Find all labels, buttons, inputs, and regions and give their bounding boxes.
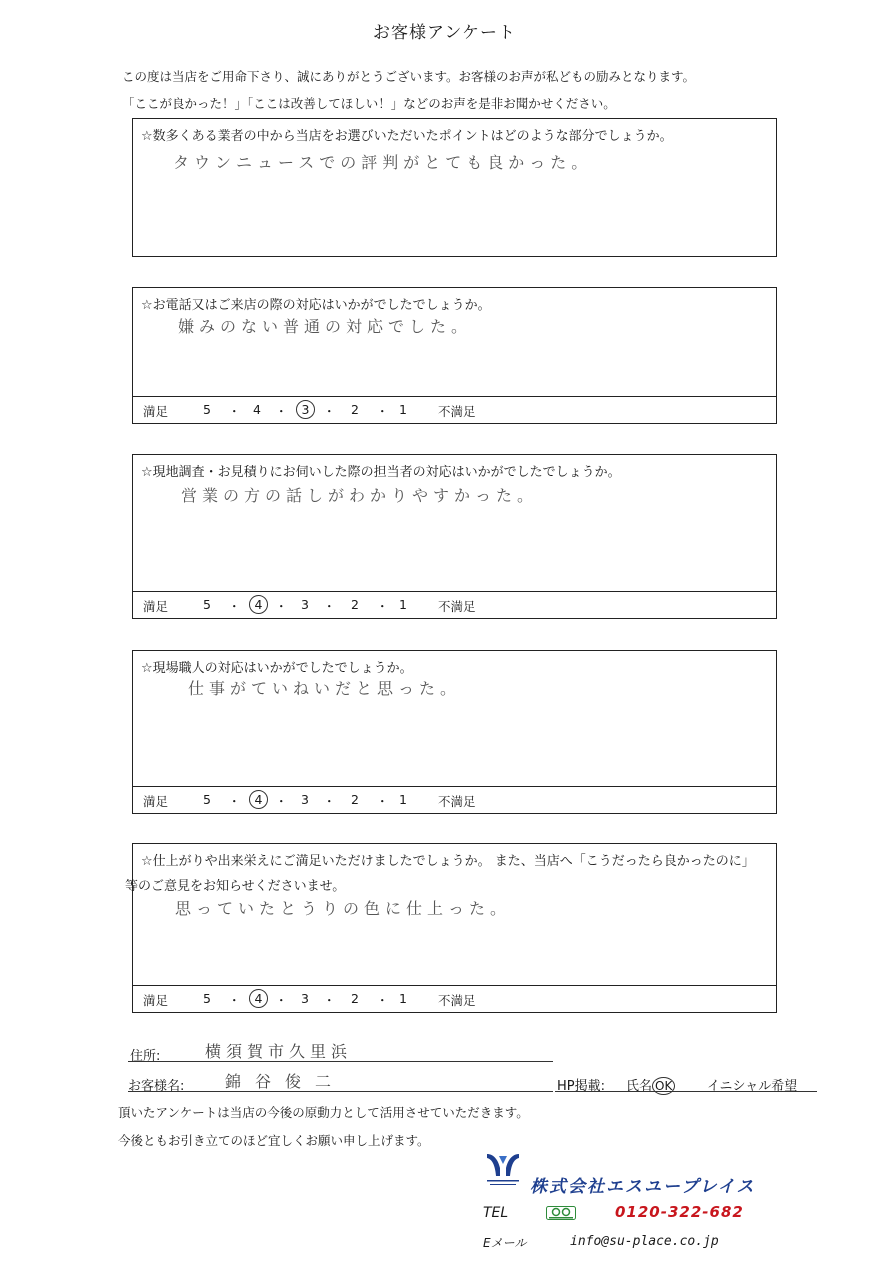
- rating-3: 3: [301, 991, 309, 1006]
- email-label: Eメール: [483, 1236, 527, 1250]
- question-box-2: [132, 287, 777, 424]
- hp-name-option: 氏名 OK: [626, 1075, 675, 1095]
- question-box-4: [132, 650, 777, 814]
- rating-3: 3: [301, 597, 309, 612]
- rating-low-label: 不満足: [438, 599, 476, 614]
- rating-2: 2: [351, 402, 359, 417]
- question-text: ☆数多くある業者の中から当店をお選びいただいたポイントはどのような部分でしょうか。: [141, 129, 673, 144]
- question-text: ☆仕上がりや出来栄えにご満足いただけましたでしょうか。 また、当店へ「こうだったら良かったのに」: [141, 854, 755, 869]
- question-text-line-2: 等のご意見をお知らせくださいませ。: [125, 879, 346, 894]
- rating-1: 1: [399, 402, 407, 417]
- rating-1: 1: [399, 597, 407, 612]
- question-box-1: [132, 118, 777, 257]
- answer-text: 嫌みのない普通の対応でした。: [178, 317, 473, 336]
- footer-line-1: 頂いたアンケートは当店の今後の原動力として活用させていただきます。: [118, 1105, 529, 1120]
- rating-high-label: 満足: [143, 794, 169, 809]
- rating-scale: 満足 5 ・ 4 ・ 3 ・ 2 ・ 1 不満足: [133, 786, 776, 813]
- rating-2: 2: [351, 792, 359, 807]
- footer-line-2: 今後ともお引き立てのほど宜しくお願い申し上げます。: [118, 1133, 430, 1148]
- question-text: ☆現地調査・お見積りにお伺いした際の担当者の対応はいかがでしたでしょうか。: [141, 465, 621, 480]
- company-name: 株式会社エスユープレイス: [530, 1177, 756, 1197]
- address-value: 横須賀市久里浜: [205, 1042, 353, 1061]
- rating-1: 1: [399, 991, 407, 1006]
- rating-low-label: 不満足: [438, 794, 476, 809]
- rating-scale: 満足 5 ・ 4 ・ 3 ・ 2 ・ 1 不満足: [133, 591, 776, 618]
- address-underline: [128, 1061, 553, 1062]
- rating-5: 5: [203, 402, 211, 417]
- page-title: お客様アンケート: [373, 23, 516, 43]
- rating-4-selected: 4: [249, 790, 268, 809]
- customer-name-label: お客様名:: [128, 1079, 185, 1094]
- question-text: ☆お電話又はご来店の際の対応はいかがでしたでしょうか。: [141, 298, 491, 313]
- hp-initial-option: イニシャル希望: [707, 1079, 798, 1094]
- tel-number[interactable]: 0120-322-682: [615, 1203, 744, 1221]
- question-box-5: [125, 843, 777, 1013]
- rating-high-label: 満足: [143, 404, 169, 419]
- rating-low-label: 不満足: [438, 404, 476, 419]
- rating-5: 5: [203, 597, 211, 612]
- freedial-icon: [546, 1205, 576, 1219]
- answer-text: タウンニュースでの評判がとても良かった。: [173, 153, 593, 172]
- rating-1: 1: [399, 792, 407, 807]
- hp-label: HP掲載:: [557, 1079, 605, 1094]
- rating-5: 5: [203, 792, 211, 807]
- rating-scale: 満足 5 ・ 4 ・ 3 ・ 2 ・ 1 不満足: [133, 396, 776, 423]
- address-label: 住所:: [130, 1049, 161, 1064]
- answer-text: 思っていたとうりの色に仕上った。: [175, 899, 512, 918]
- rating-high-label: 満足: [143, 599, 169, 614]
- hp-underline: [555, 1091, 817, 1092]
- rating-low-label: 不満足: [438, 993, 476, 1008]
- rating-4-selected: 4: [249, 989, 268, 1008]
- rating-4-selected: 4: [249, 595, 268, 614]
- answer-text: 仕事がていねいだと思った。: [188, 679, 462, 698]
- rating-2: 2: [351, 597, 359, 612]
- customer-name-underline: [128, 1091, 553, 1092]
- company-logo-icon: [483, 1150, 523, 1190]
- question-box-3: [132, 454, 777, 619]
- rating-3: 3: [301, 792, 309, 807]
- answer-text: 営業の方の話しがわかりやすかった。: [181, 486, 539, 505]
- hp-ok-circled: OK: [652, 1077, 675, 1095]
- rating-5: 5: [203, 991, 211, 1006]
- email-address[interactable]: info@su-place.co.jp: [570, 1234, 719, 1249]
- rating-high-label: 満足: [143, 993, 169, 1008]
- intro-line-1: この度は当店をご用命下さり、誠にありがとうございます。お客様のお声が私どもの励みとなります。: [122, 69, 696, 84]
- rating-3-selected: 3: [296, 400, 315, 419]
- intro-line-2: 「ここが良かった！」「ここは改善してほしい！」などのお声を是非お聞かせください。: [122, 96, 616, 111]
- rating-2: 2: [351, 991, 359, 1006]
- customer-name-value: 錦谷俊二: [225, 1072, 346, 1091]
- rating-4: 4: [253, 402, 261, 417]
- rating-scale: 満足 5 ・ 4 ・ 3 ・ 2 ・ 1 不満足: [133, 985, 776, 1012]
- tel-label: TEL: [483, 1205, 509, 1221]
- question-text: ☆現場職人の対応はいかがでしたでしょうか。: [141, 661, 413, 676]
